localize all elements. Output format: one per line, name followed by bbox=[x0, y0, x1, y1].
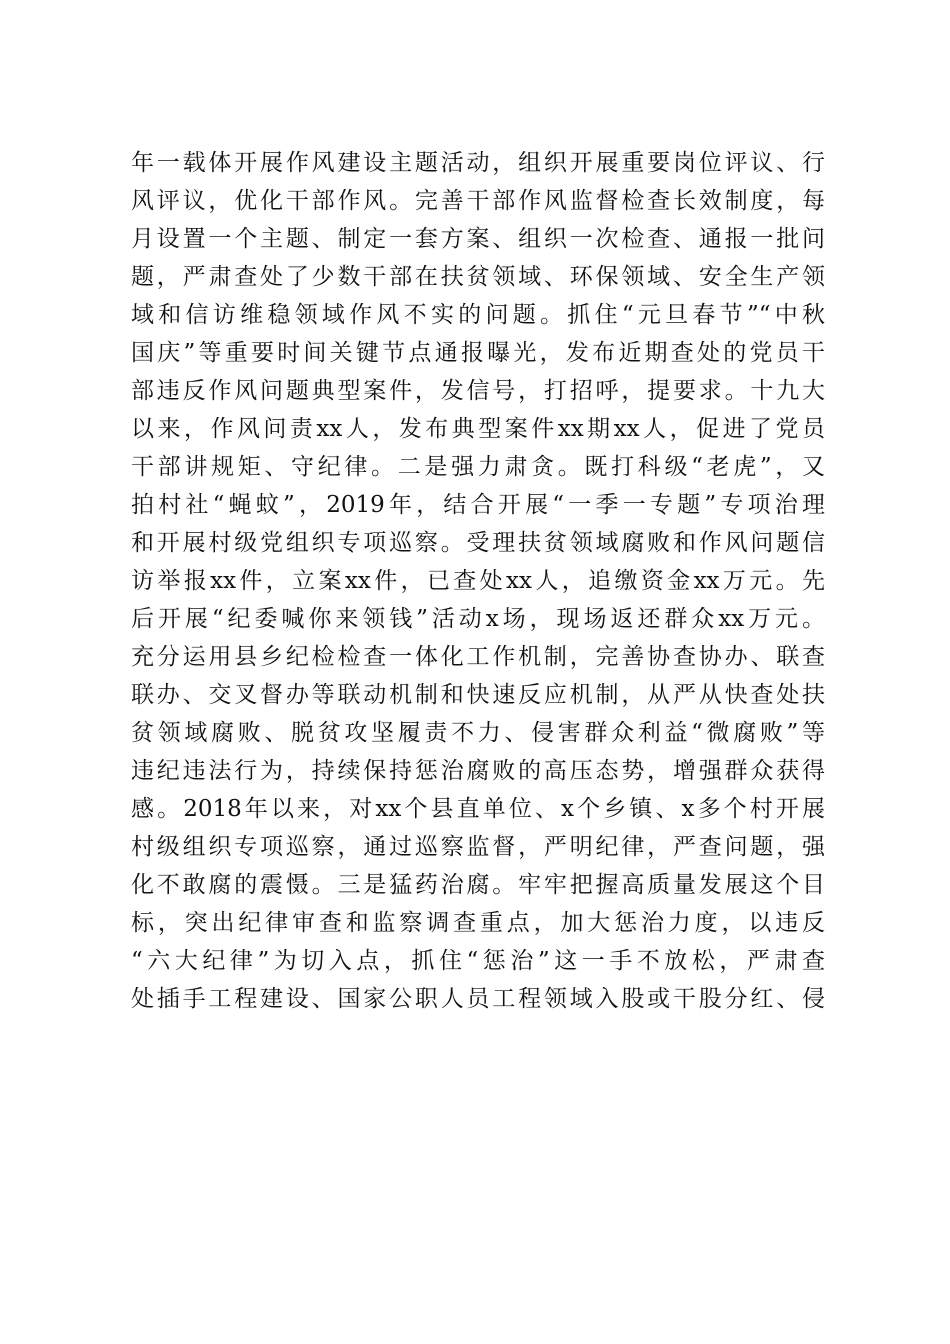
body-paragraph bbox=[131, 144, 825, 1018]
text-line: 感。2018年以来，对xx个县直单位、x个乡镇、x多个村开展 bbox=[131, 796, 825, 822]
text-line: 村级组织专项巡察，通过巡察监督，严明纪律，严查问题，强 bbox=[131, 834, 825, 860]
text-line: 月设置一个主题、制定一套方案、组织一次检查、通报一批问 bbox=[131, 226, 825, 252]
text-line: 干部讲规矩、守纪律。二是强力肃贪。既打科级“老虎”，又 bbox=[131, 454, 825, 480]
text-line: 国庆”等重要时间关键节点通报曝光，发布近期查处的党员干 bbox=[131, 340, 825, 366]
text-line: 化不敢腐的震慑。三是猛药治腐。牢牢把握高质量发展这个目 bbox=[131, 872, 825, 898]
text-line: 访举报xx件，立案xx件，已查处xx人，追缴资金xx万元。先 bbox=[131, 568, 825, 594]
text-line: 标，突出纪律审查和监察调查重点，加大惩治力度，以违反 bbox=[131, 910, 825, 936]
text-line: 题，严肃查处了少数干部在扶贫领域、环保领域、安全生产领 bbox=[131, 264, 825, 290]
text-line: 充分运用县乡纪检检查一体化工作机制，完善协查协办、联查 bbox=[131, 644, 825, 670]
text-line: “六大纪律”为切入点，抓住“惩治”这一手不放松，严肃查 bbox=[131, 948, 825, 974]
text-line: 处插手工程建设、国家公职人员工程领域入股或干股分红、侵 bbox=[131, 986, 825, 1012]
text-line: 以来，作风问责xx人，发布典型案件xx期xx人，促进了党员 bbox=[131, 416, 825, 442]
text-line: 违纪违法行为，持续保持惩治腐败的高压态势，增强群众获得 bbox=[131, 758, 825, 784]
text-line: 部违反作风问题典型案件，发信号，打招呼，提要求。十九大 bbox=[131, 378, 825, 404]
text-line: 拍村社“蝇蚊”，2019年，结合开展“一季一专题”专项治理 bbox=[131, 492, 825, 518]
text-line: 风评议，优化干部作风。完善干部作风监督检查长效制度，每 bbox=[131, 188, 825, 214]
text-line: 和开展村级党组织专项巡察。受理扶贫领域腐败和作风问题信 bbox=[131, 530, 825, 556]
text-line: 年一载体开展作风建设主题活动，组织开展重要岗位评议、行 bbox=[131, 150, 825, 176]
text-line: 联办、交叉督办等联动机制和快速反应机制，从严从快查处扶 bbox=[131, 682, 825, 708]
text-line: 域和信访维稳领域作风不实的问题。抓住“元旦春节”“中秋 bbox=[131, 302, 825, 328]
text-line: 贫领域腐败、脱贫攻坚履责不力、侵害群众利益“微腐败”等 bbox=[131, 720, 825, 746]
text-line: 后开展“纪委喊你来领钱”活动x场，现场返还群众xx万元。 bbox=[131, 606, 825, 632]
